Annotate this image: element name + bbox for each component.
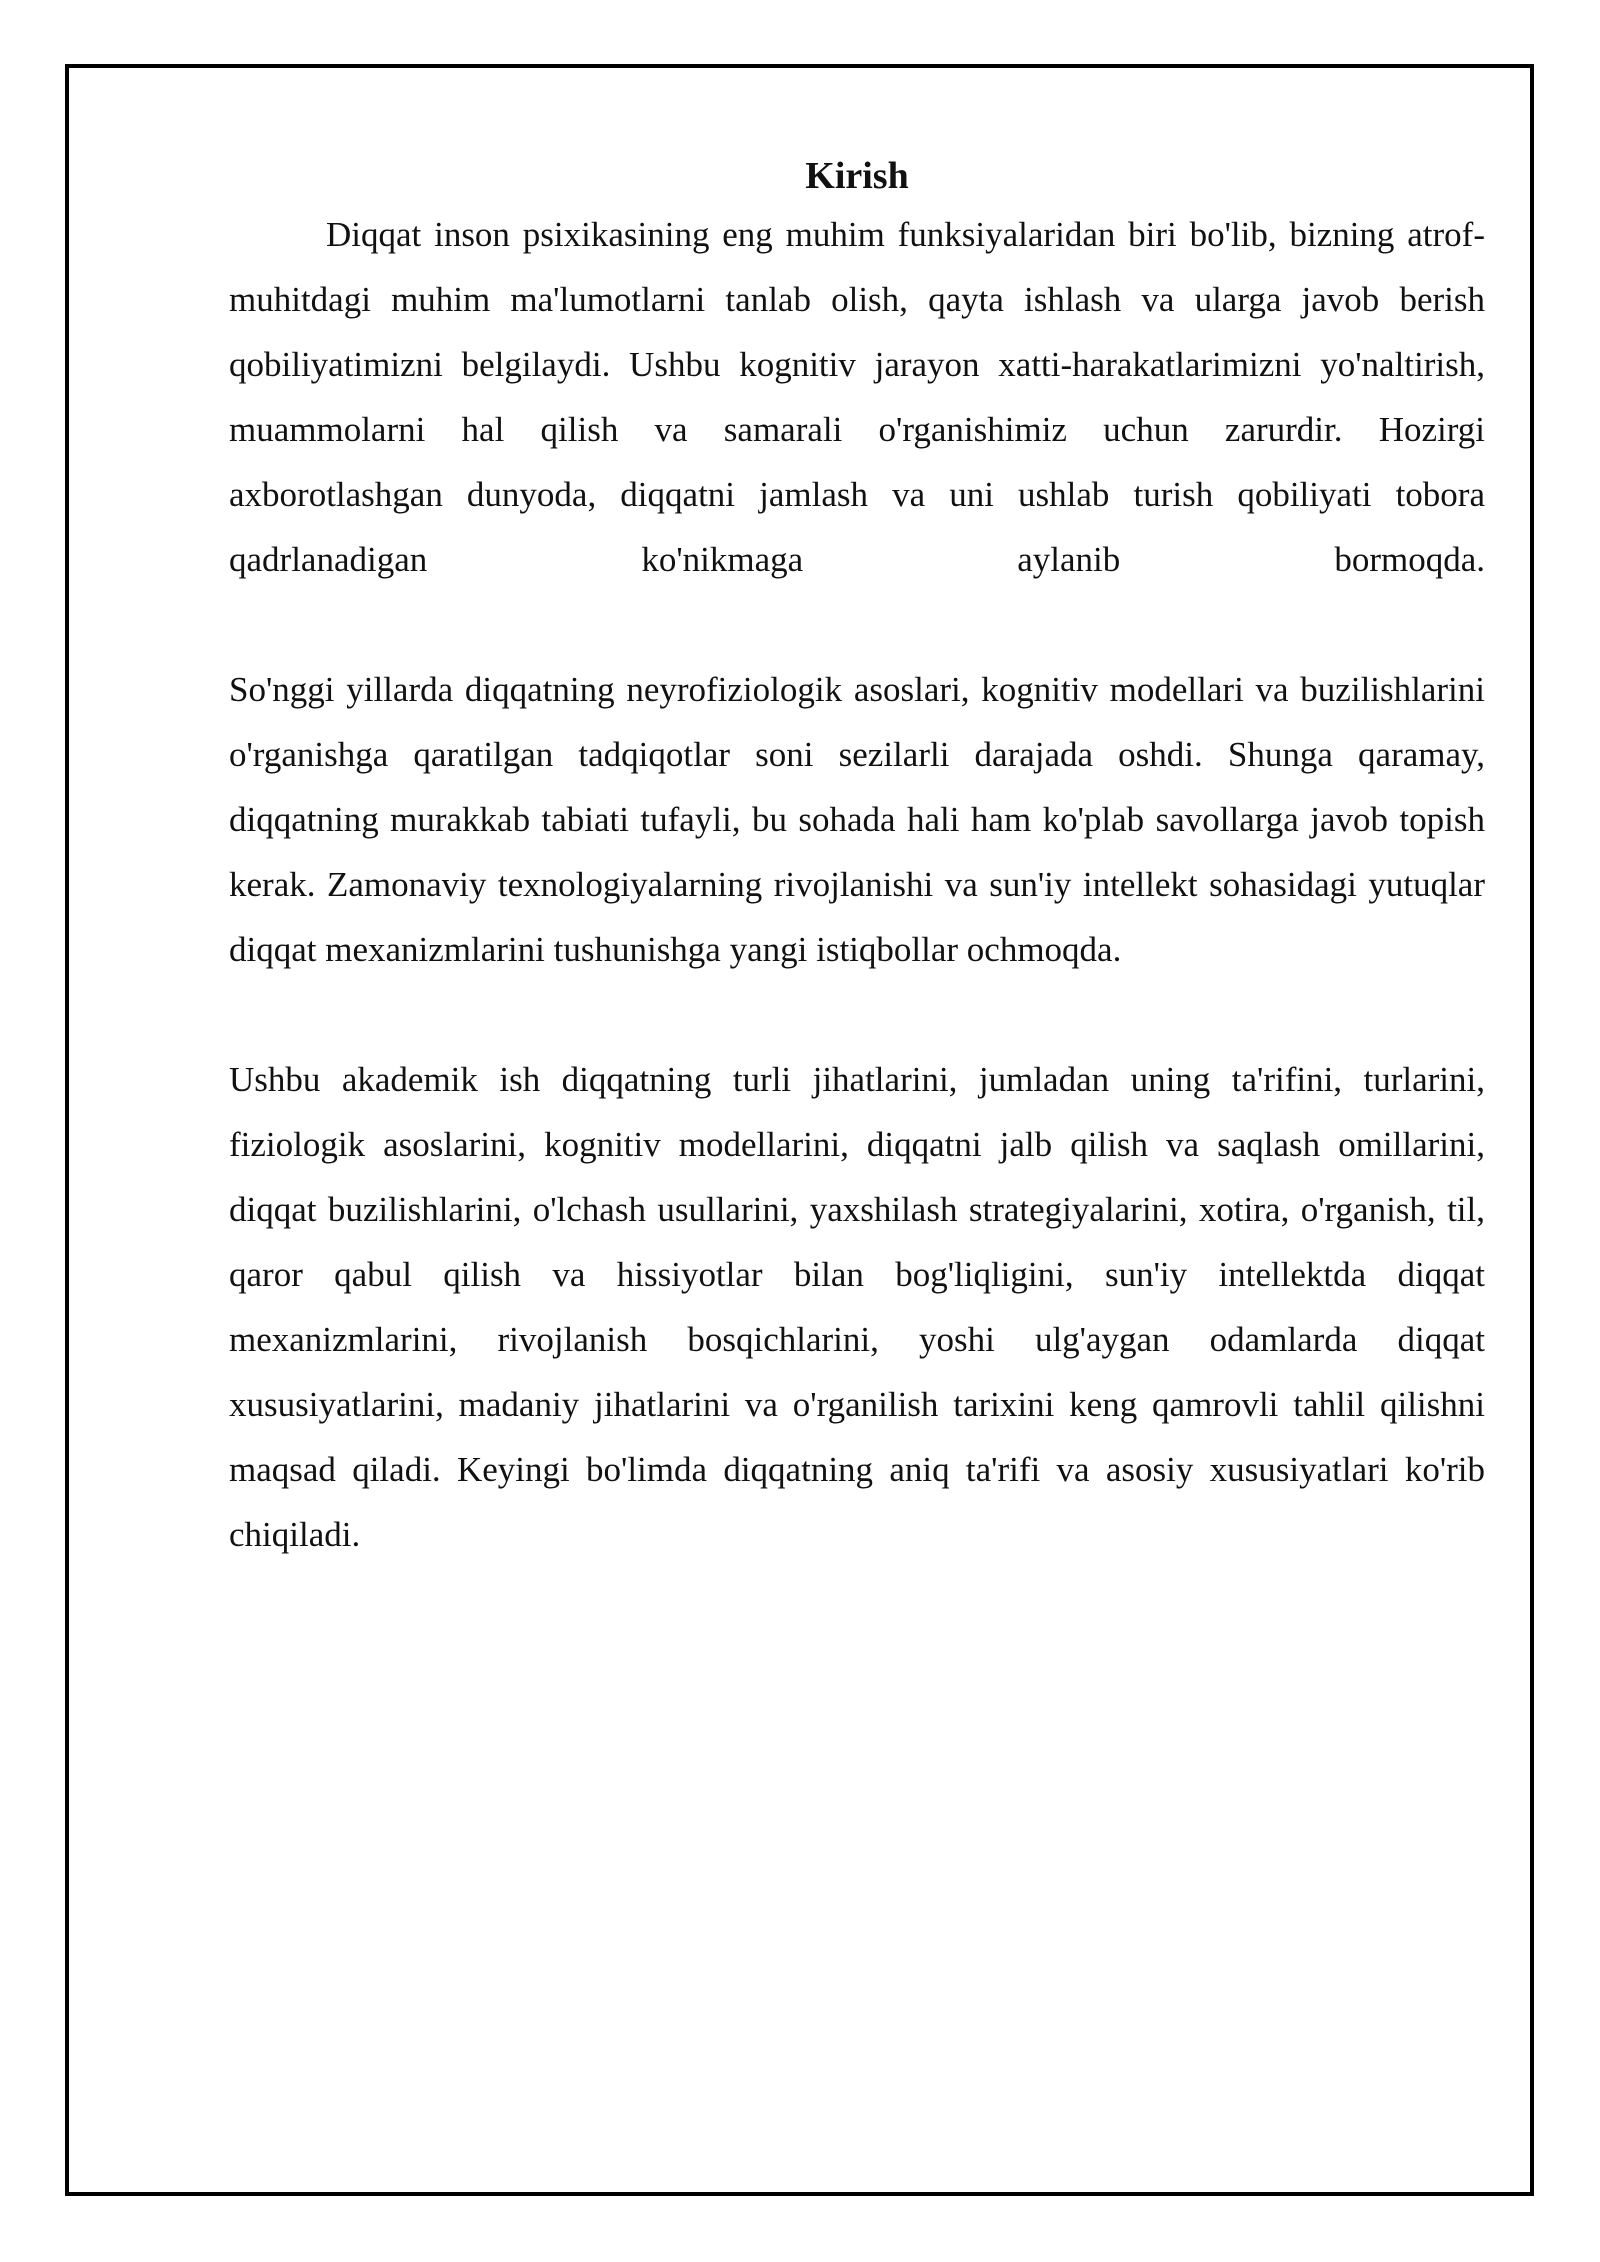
paragraph-research: So'nggi yillarda diqqatning neyrofiziologik asoslari, kognitiv modellari va buzilishlarini o'rganishga qaratilgan tadqiqotlar soni sezilarli darajada oshdi. Shunga qaramay, diqqatning murakkab tabiati tufayli, bu sohada hali ham ko'plab savollarga javob topish kerak. Zamonaviy texnologiyalarning rivojlanishi va sun'iy intellekt sohasidagi yutuqlar diqqat mexanizmlarini tushunishga yangi istiqbollar ochmoqda. [229,670,1485,969]
section-title: Kirish [805,155,909,197]
paragraph-scope: Ushbu akademik ish diqqatning turli jihatlarini, jumladan uning ta'rifini, turlarini, fiziologik asoslarini, kognitiv modellarini, diqqatni jalb qilish va saqlash omillarini, diqqat buzilishlarini, o'lchash usullarini, yaxshilash strategiyalarini, xotira, o'rganish, til, qaror qabul qilish va hissiyotlar bilan bog'liqligini, sun'iy intellektda diqqat mexanizmlarini, rivojlanish bosqichlarini, yoshi ulg'aygan odamlarda diqqat xususiyatlarini, madaniy jihatlarini va o'rganilish tarixini keng qamrovli tahlil qilishni maqsad qiladi. Keyingi bo'limda diqqatning aniq ta'rifi va asosiy xususiyatlari ko'rib chiqiladi. [229,1060,1485,1554]
paragraph-spacer [229,592,1485,657]
paragraph-spacer [229,982,1485,1047]
document-body [229,150,1485,1567]
paragraph-intro: Diqqat inson psixikasining eng muhim funksiyalaridan biri bo'lib, bizning atrof-muhitdagi muhim ma'lumotlarni tanlab olish, qayta ishlash va ularga javob berish qobiliyatimizni belgilaydi. Ushbu kognitiv jarayon xatti-harakatlarimizni yo'naltirish, muammolarni hal qilish va samarali o'rganishimiz uchun zarurdir. Hozirgi axborotlashgan dunyoda, diqqatni jamlash va uni ushlab turish qobiliyati tobora qadrlanadigan ko'nikmaga aylanib bormoqda. [229,215,1485,579]
